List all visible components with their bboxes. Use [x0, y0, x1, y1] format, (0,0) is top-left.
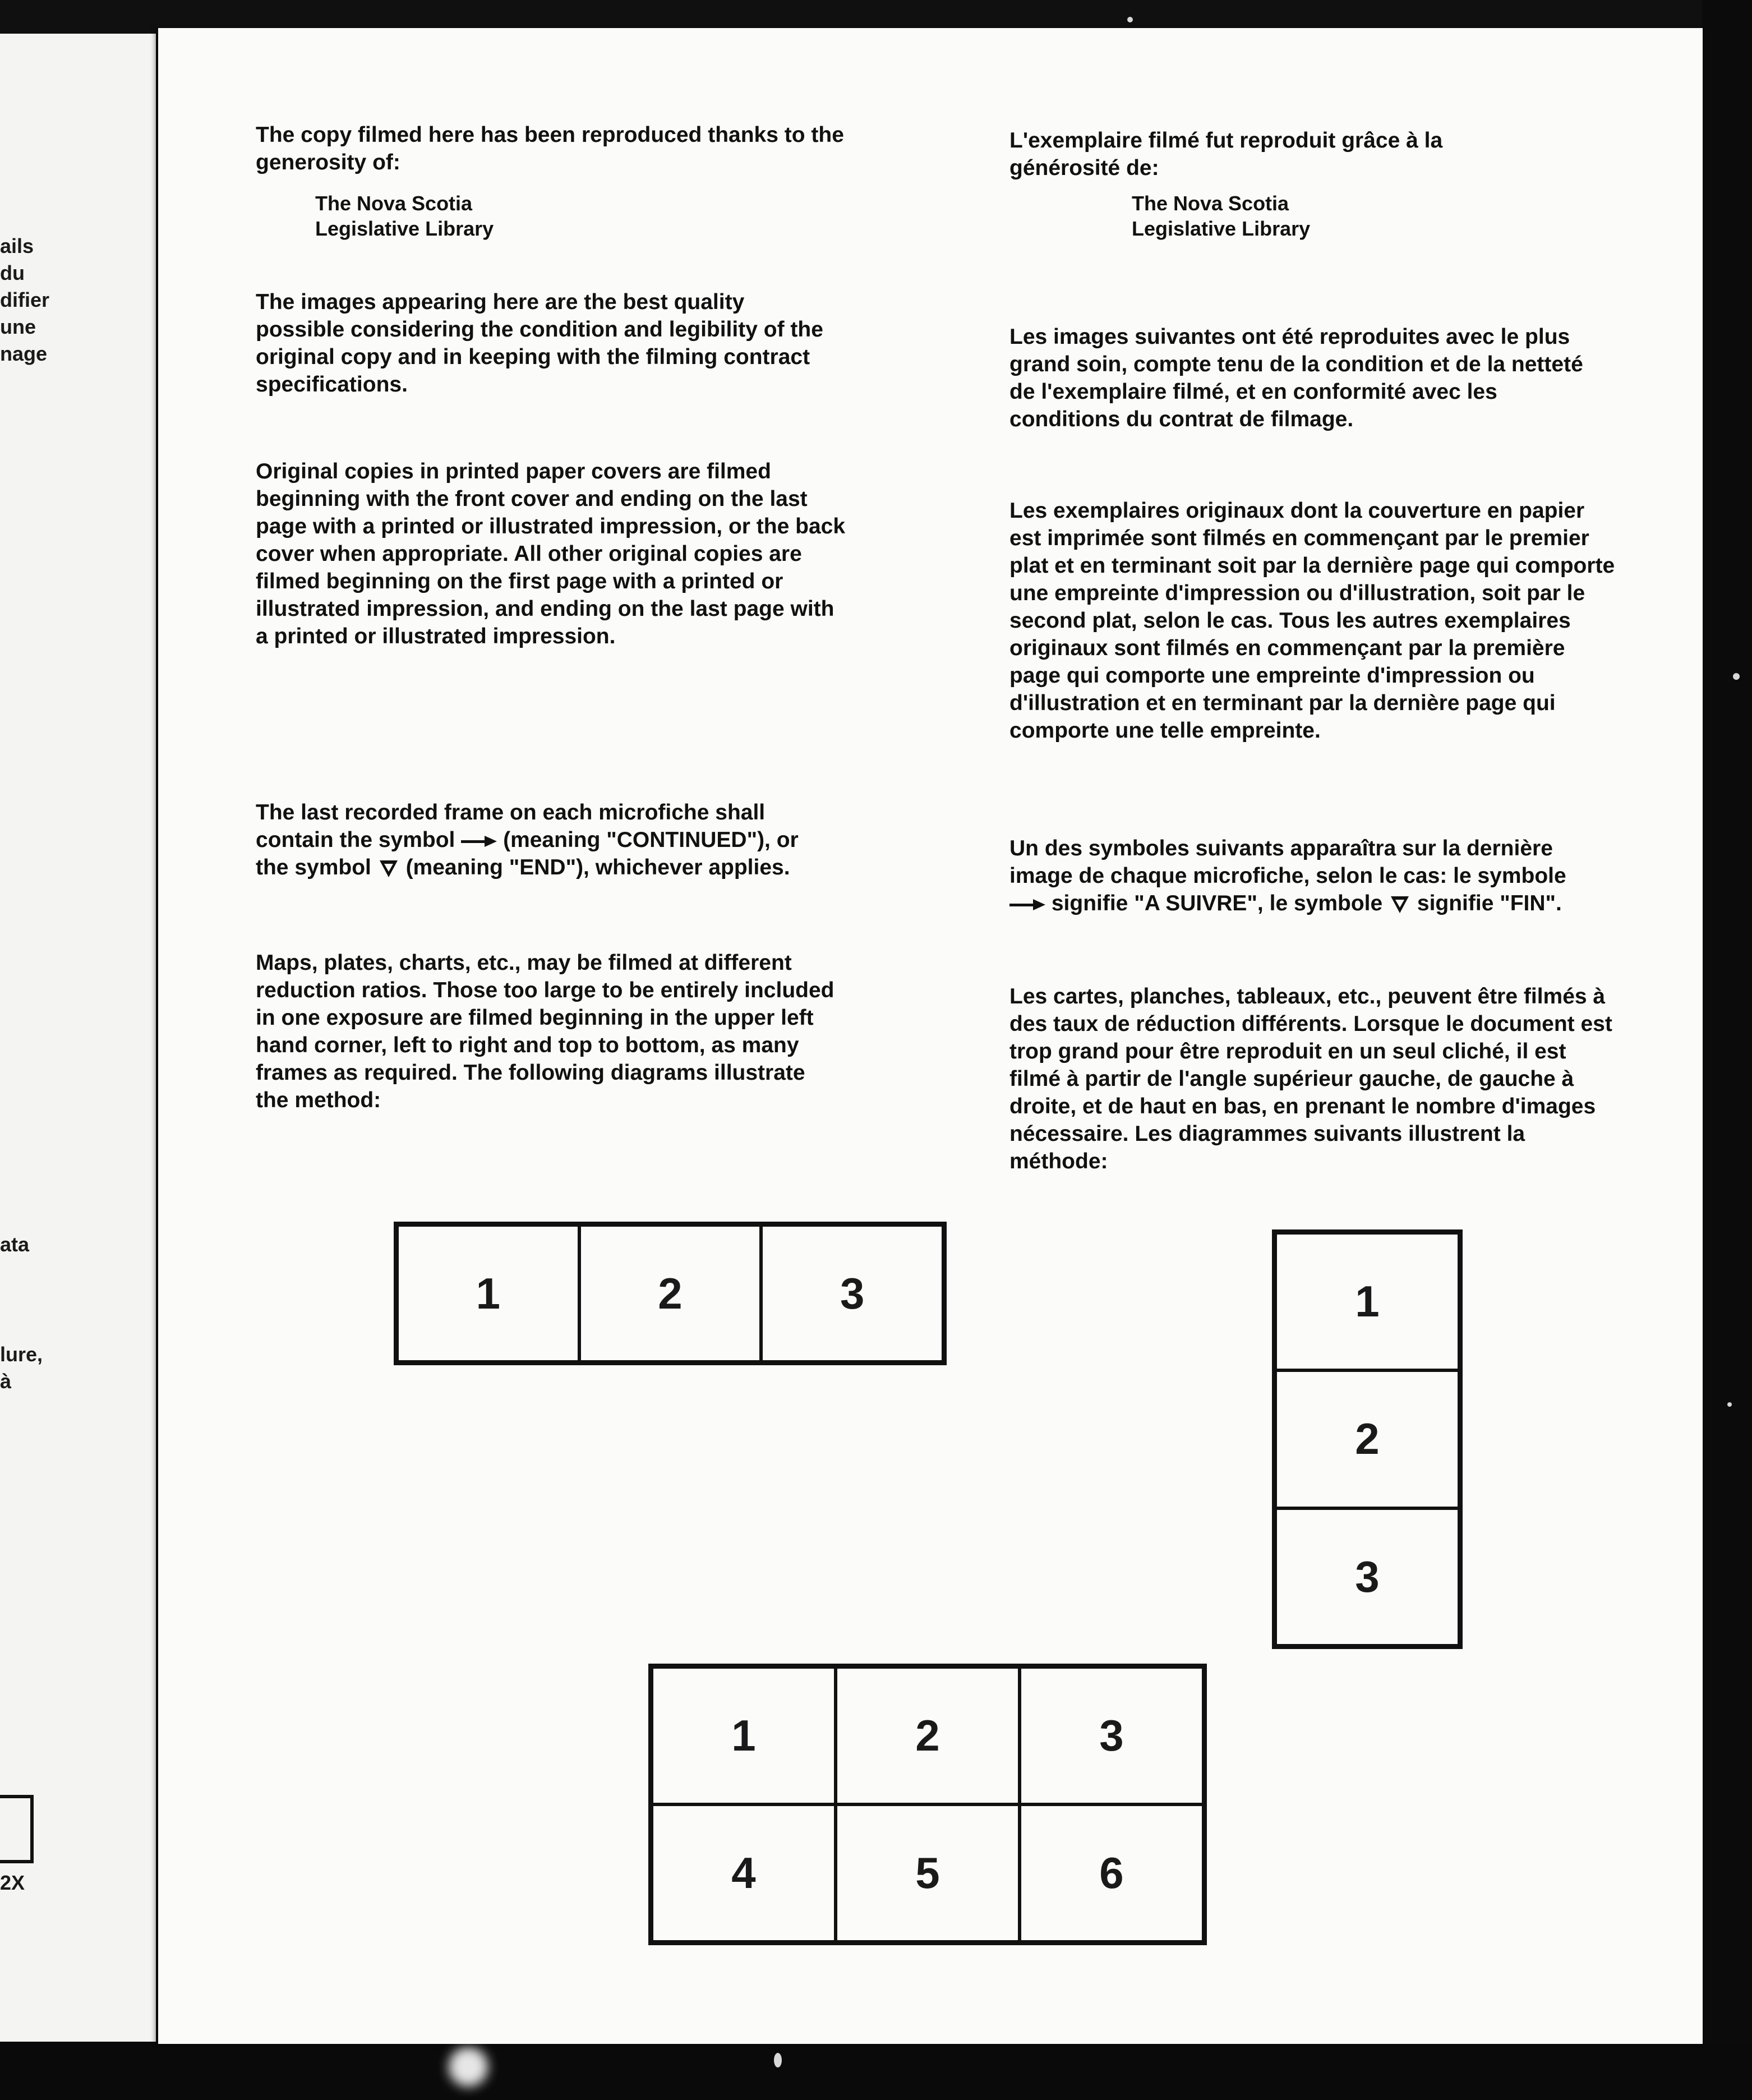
previous-page-fragment: ails	[0, 234, 34, 257]
diagram-grid-frames	[648, 1664, 1207, 1945]
acknowledgement-text: L'exemplaire filmé fut reproduit grâce à la générosité de:	[1009, 128, 1443, 180]
frame-cell: 2	[579, 1225, 762, 1362]
film-speck	[1727, 1402, 1732, 1407]
frame-cell: 5	[836, 1804, 1020, 1942]
diagram-horizontal-frames	[394, 1222, 947, 1365]
frame-cell: 3	[761, 1225, 943, 1362]
symbols-text-part: signifie "FIN".	[1417, 891, 1562, 915]
frame-cell: 1	[397, 1225, 579, 1362]
quality-paragraph: The images appearing here are the best quality possible considering the condition and legibility of the original copy and in keeping with the filming contract specifications.	[256, 290, 823, 397]
previous-page-fragment: 2X	[0, 1871, 25, 1894]
previous-page-fragment: à	[0, 1370, 12, 1393]
previous-page-fragment: nage	[0, 342, 48, 365]
diagram-vertical-frames	[1272, 1229, 1463, 1649]
acknowledgement-text: The copy filmed here has been reproduced thanks to the generosity of:	[256, 123, 844, 174]
symbols-text-part: signifie "A SUIVRE", le symbole	[1051, 891, 1383, 915]
originals-paragraph: Les exemplaires originaux dont la couverture en papier est imprimée sont filmés en commençant par le premier plat et en terminant soit par la dernière page qui comporte une empreinte d'impression ou d'illustration, soit par le second plat, selon le cas. Tous les autres exemplaires originaux sont filmés en commençant par la première page qui comporte une empreinte d'impression ou d'illustration et en terminant par la dernière page qui comporte une telle empreinte.	[1009, 499, 1615, 743]
film-speck	[449, 2047, 488, 2087]
symbols-paragraph	[1009, 835, 1604, 917]
end-triangle-icon	[1391, 896, 1409, 913]
frame-cell: 1	[652, 1667, 836, 1804]
previous-page-fragment: lure,	[0, 1343, 43, 1366]
filming-notice-page	[158, 28, 1703, 2044]
previous-page-fragment: ata	[0, 1233, 30, 1256]
institution-name	[1132, 191, 1468, 241]
quality-paragraph: Les images suivantes ont été reproduites avec le plus grand soin, compte tenu de la condition et de la netteté de l'exemplaire filmé, et en conformité avec les conditions du contrat de filmage.	[1009, 325, 1583, 431]
symbols-text-part: (meaning "END"), whichever applies.	[405, 855, 790, 879]
symbols-paragraph	[256, 799, 828, 881]
maps-paragraph: Maps, plates, charts, etc., may be filmed at different reduction ratios. Those too large to be entirely included in one exposure are filmed beginning in the upper left hand corner, left to right and top to bottom, as many frames as required. The following diagrams illustrate the method:	[256, 951, 834, 1112]
previous-page-target-box	[0, 1795, 34, 1863]
film-speck	[1733, 673, 1740, 680]
film-border-right	[1703, 0, 1752, 2100]
institution-name	[315, 191, 708, 241]
film-speck	[1127, 17, 1133, 22]
previous-page-fragment: difier	[0, 288, 50, 311]
symbols-text-part: The last recorded frame on each microfiche shall contain the symbol	[256, 800, 766, 852]
film-speck	[774, 2053, 782, 2067]
symbols-text-part: (meaning "CONTINUED"), or the symbol	[256, 828, 799, 879]
previous-page-fragment: du	[0, 261, 25, 284]
previous-page-fragment: une	[0, 315, 36, 338]
frame-cell: 4	[652, 1804, 836, 1942]
end-triangle-icon	[380, 860, 398, 877]
institution-line: Legislative Library	[1132, 217, 1311, 240]
originals-paragraph: Original copies in printed paper covers are filmed beginning with the front cover and ending on the last page with a printed or illustrated impression, or the back cover when appropriate. All other original copies are filmed beginning on the first page with a printed or illustrated impression, and ending on the last page with a printed or illustrated impression.	[256, 459, 846, 648]
frame-cell: 1	[1275, 1233, 1459, 1370]
frame-cell: 6	[1020, 1804, 1204, 1942]
maps-paragraph: Les cartes, planches, tableaux, etc., peuvent être filmés à des taux de réduction différents. Lorsque le document est trop grand pour être reproduit en un seul cliché, il est filmé à partir de l'angle supérieur gauche, de gauche à droite, et de haut en bas, en prenant le nombre d'images nécessaire. Les diagrammes suivants illustrent la méthode:	[1009, 984, 1612, 1173]
frame-cell: 3	[1020, 1667, 1204, 1804]
previous-page-edge	[0, 34, 156, 2042]
institution-line: Legislative Library	[315, 217, 494, 240]
institution-line: The Nova Scotia	[315, 192, 473, 215]
frame-cell: 2	[836, 1667, 1020, 1804]
frame-cell: 3	[1275, 1508, 1459, 1646]
frame-cell: 2	[1275, 1370, 1459, 1508]
symbols-text-part: Un des symboles suivants apparaîtra sur la dernière image de chaque microfiche, selon le cas: le symbole	[1009, 836, 1566, 888]
continued-arrow-icon	[1009, 899, 1045, 910]
institution-line: The Nova Scotia	[1132, 192, 1289, 215]
continued-arrow-icon	[461, 836, 497, 847]
film-border-bottom	[0, 2042, 1752, 2100]
